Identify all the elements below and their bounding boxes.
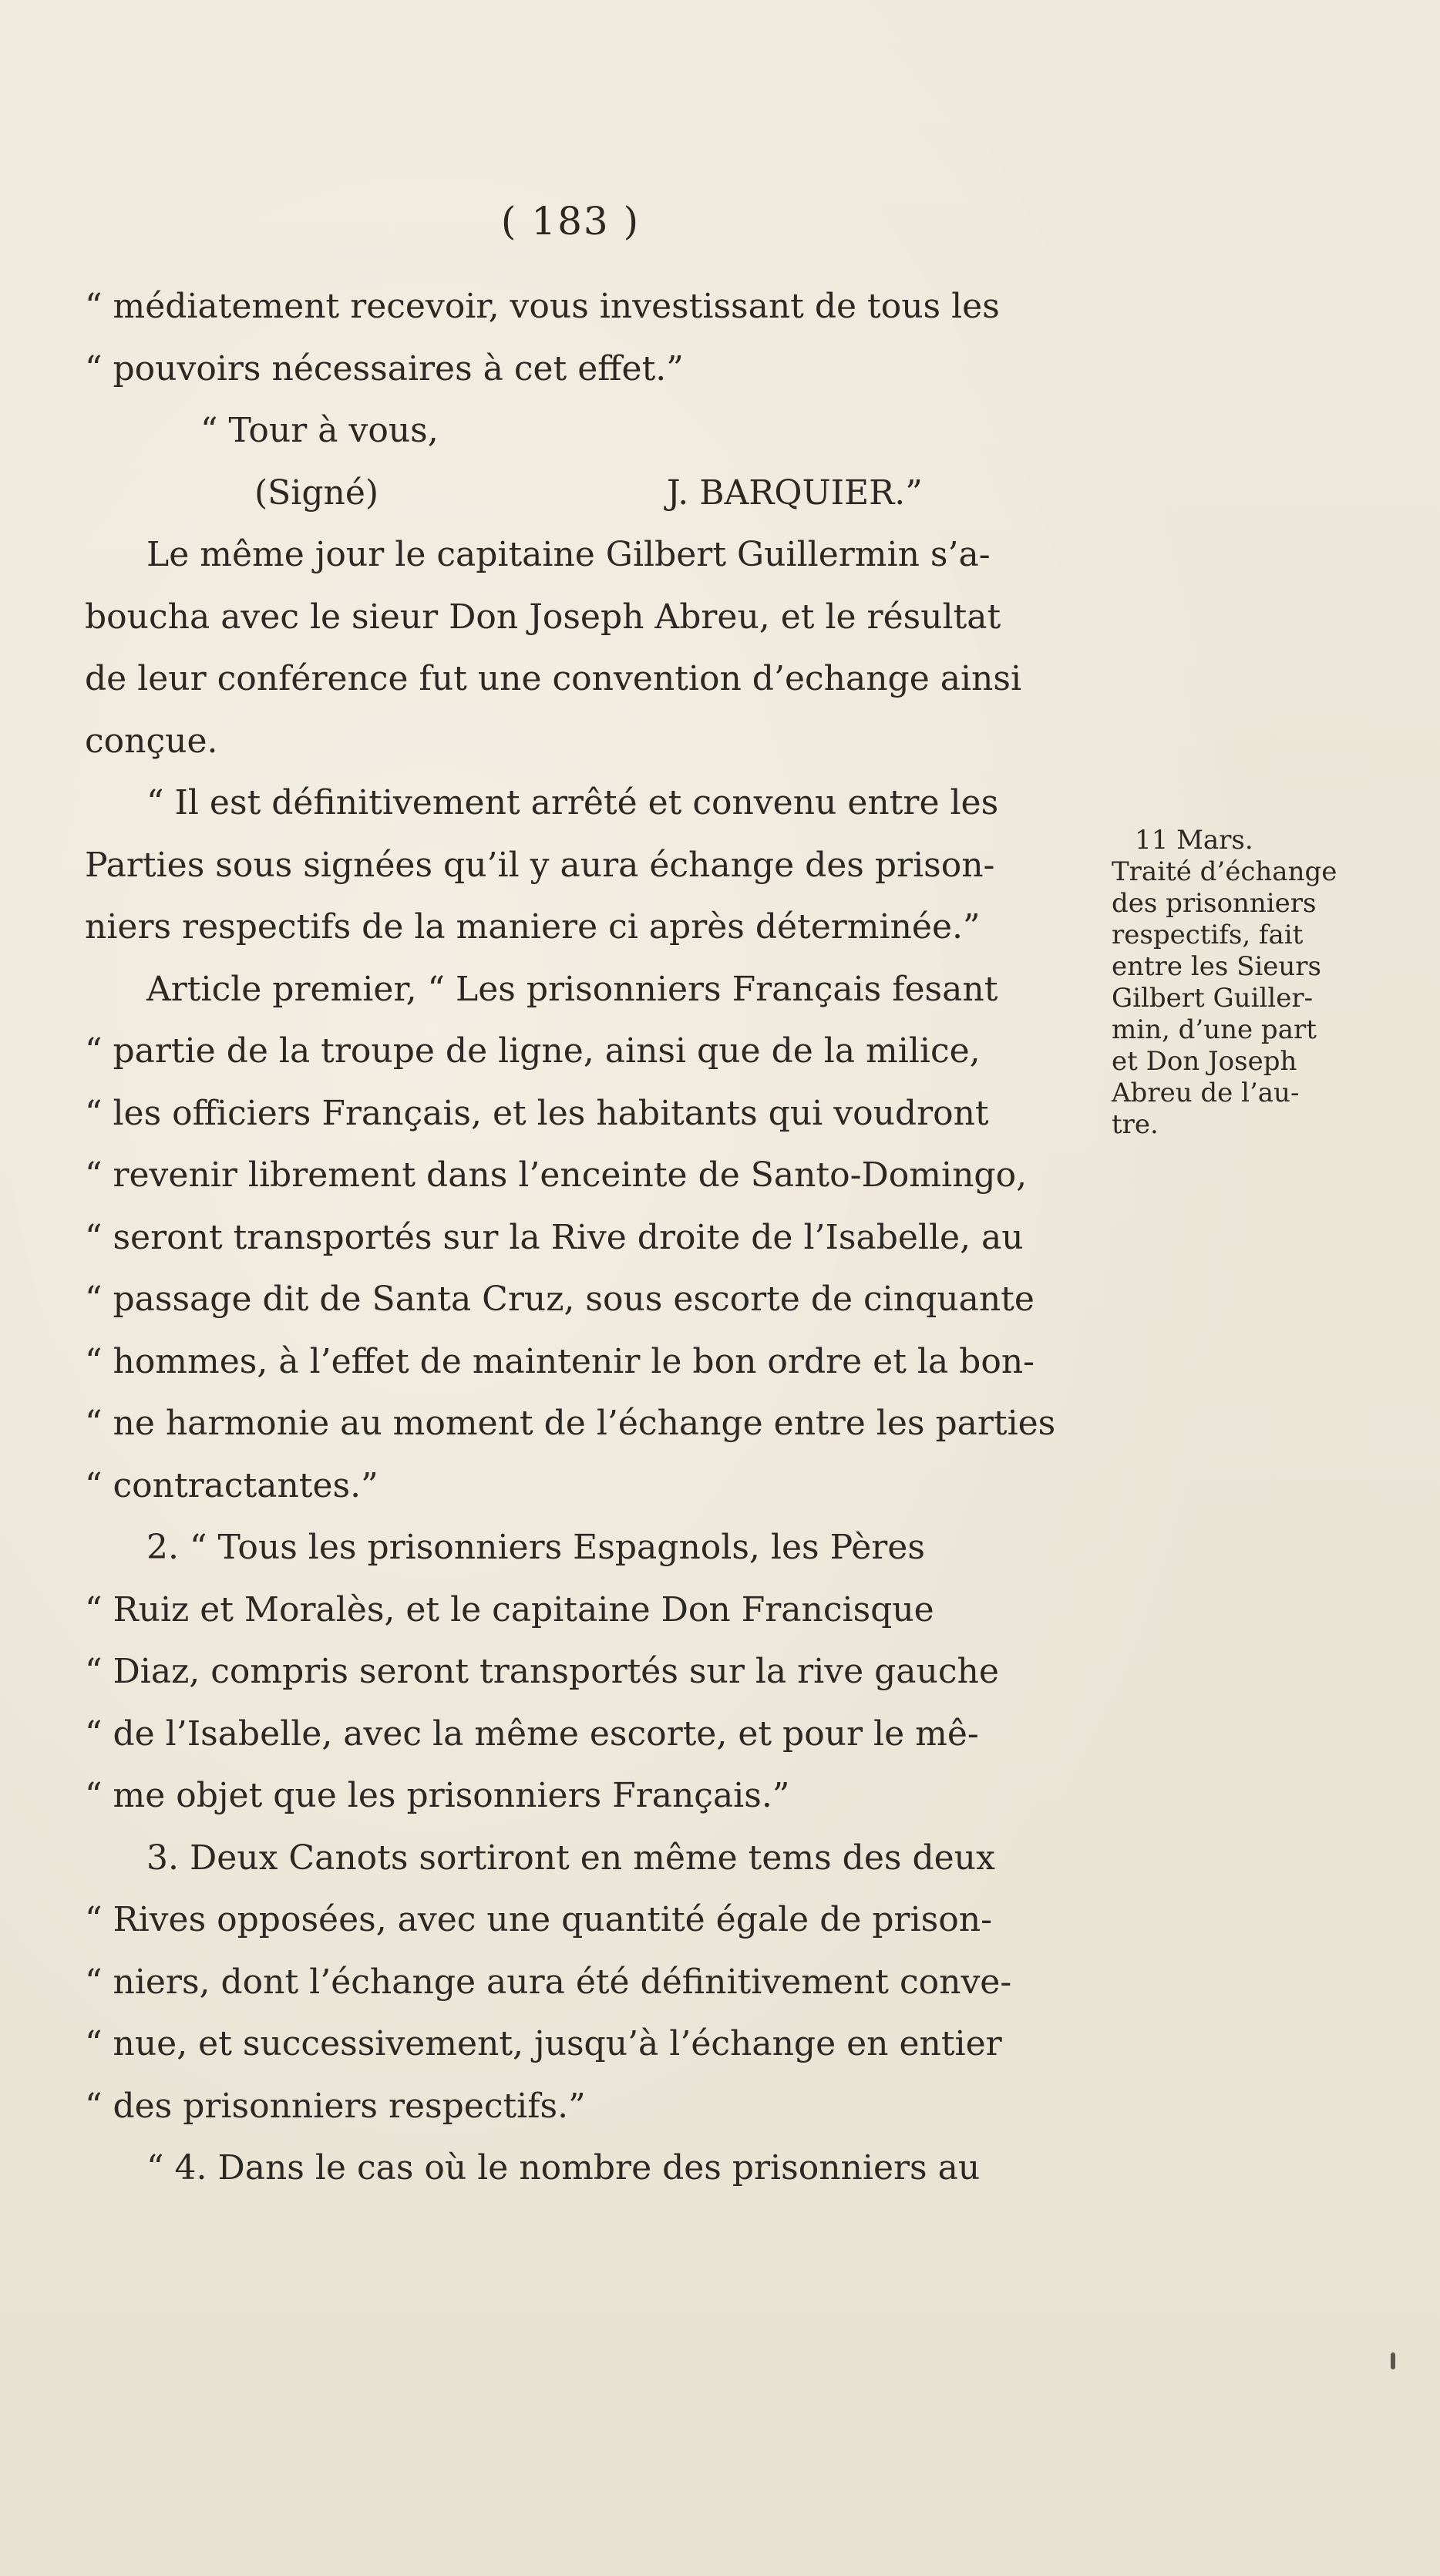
text-line: “ seront transportés sur la Rive droite de l’Isabelle, au [85,1217,1024,1257]
text-line: “ revenir librement dans l’enceinte de Santo-Domingo, [85,1155,1028,1195]
margin-note-line: entre les Sieurs [1112,951,1321,982]
text-line: Article premier, “ Les prisonniers Français fesant [146,969,998,1009]
margin-note-line: respectifs, fait [1112,920,1304,950]
page-number: ( 183 ) [500,199,641,244]
margin-note-line: tre. [1112,1109,1159,1140]
text-line: boucha avec le sieur Don Joseph Abreu, et le résultat [85,597,1001,637]
text-line: “ Diaz, compris seront transportés sur la rive gauche [85,1652,999,1691]
margin-note-line: Abreu de l’au- [1112,1078,1300,1108]
text-line: niers respectifs de la maniere ci après déterminée.” [85,907,981,947]
text-line: “ hommes, à l’effet de maintenir le bon ordre et la bon- [85,1341,1035,1381]
text-line: “ pouvoirs nécessaires à cet effet.” [85,348,684,388]
signature-line [85,462,1087,525]
main-text-block [85,276,1087,2200]
text-line: “ Ruiz et Moralès, et le capitaine Don Francisque [85,1589,934,1629]
text-line: “ ne harmonie au moment de l’échange entre les parties [85,1404,1056,1443]
text-line: “ partie de la troupe de ligne, ainsi que de la milice, [85,1031,981,1071]
margin-note-line: et Don Joseph [1112,1046,1297,1077]
text-line: “ des prisonniers respectifs.” [85,2086,586,2126]
ink-speck [1391,2352,1395,2369]
text-line: “ niers, dont l’échange aura été définitivement conve- [85,1962,1012,2002]
text-line: “ de l’Isabelle, avec la même escorte, et pour le mê- [85,1713,979,1754]
text-line: 2. “ Tous les prisonniers Espagnols, les Pères [146,1528,925,1567]
text-line: Parties sous signées qu’il y aura échange des prison- [85,845,995,885]
text-line: “ contractantes.” [85,1465,379,1505]
margin-note-line: Gilbert Guiller- [1112,983,1314,1014]
text-line: “ Tour à vous, [200,411,439,450]
text-line: “ Rives opposées, avec une quantité égale de prison- [85,1900,992,1939]
text-line: de leur conférence fut une convention d’echange ainsi [85,659,1022,698]
signature-name: J. BARQUIER.” [667,472,923,513]
margin-note-line: des prisonniers [1112,888,1317,919]
margin-note-date: 11 Mars. [1135,825,1253,856]
margin-note [1112,825,1366,1141]
text-line: “ Il est définitivement arrêté et convenu entre les [146,783,999,822]
text-line: 3. Deux Canots sortiront en même tems des deux [146,1838,995,1878]
margin-note-line: Traité d’échange [1112,856,1337,887]
text-line: Le même jour le capitaine Gilbert Guillermin s’a- [146,535,991,574]
text-line: “ 4. Dans le cas où le nombre des prisonniers au [146,2148,981,2188]
margin-note-line: min, d’une part [1112,1014,1317,1045]
text-line: “ nue, et successivement, jusqu’à l’échange en entier [85,2024,1002,2063]
text-line: “ me objet que les prisonniers Français.” [85,1776,790,1815]
text-line: “ passage dit de Santa Cruz, sous escorte de cinquante [85,1280,1035,1319]
text-line: “ médiatement recevoir, vous investissant de tous les [85,287,1000,326]
signature-signed: (Signé) [254,472,379,513]
text-line: “ les officiers Français, et les habitants qui voudront [85,1093,989,1133]
text-line: conçue. [85,721,218,761]
